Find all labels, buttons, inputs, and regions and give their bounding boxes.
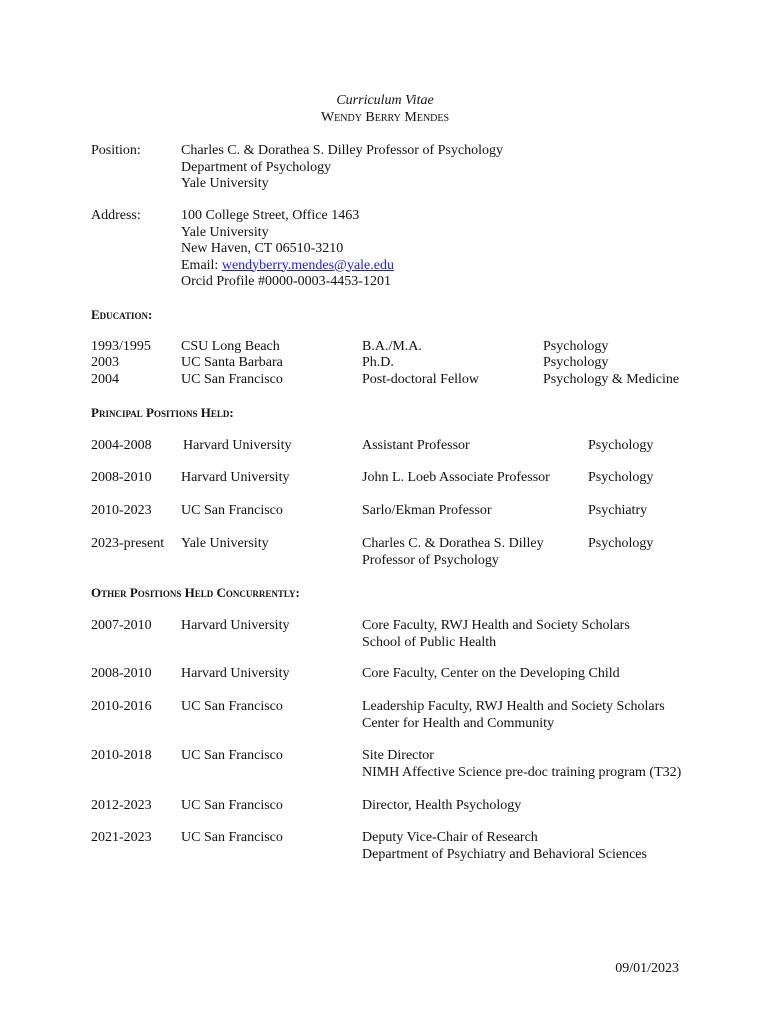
principal-institution: Yale University [181, 536, 269, 551]
other-role-block [362, 748, 681, 781]
other-role-block [362, 699, 665, 732]
address-block [181, 208, 394, 291]
principal-dept: Psychiatry [588, 503, 648, 518]
education-school: UC Santa Barbara [181, 355, 283, 370]
principal-years: 2023-present [91, 536, 165, 551]
other-role-cont: Center for Health and Community [362, 715, 555, 731]
other-role-cont: School of Public Health [362, 634, 497, 650]
principal-positions-heading: Principal Positions Held: [91, 405, 234, 420]
address-line: Yale University [181, 224, 269, 240]
email-prefix: Email: [181, 257, 222, 273]
principal-dept: Psychology [588, 470, 654, 485]
footer-date: 09/01/2023 [615, 961, 679, 976]
principal-dept: Psychology [588, 536, 654, 551]
principal-years: 2010-2023 [91, 503, 152, 518]
education-year: 2004 [91, 372, 119, 387]
other-institution: Harvard University [181, 618, 290, 633]
orcid-line: Orcid Profile #0000-0003-4453-1201 [181, 274, 391, 289]
other-positions-heading: Other Positions Held Concurrently: [91, 585, 300, 600]
principal-institution: UC San Francisco [181, 503, 283, 518]
principal-dept: Psychology [588, 438, 654, 453]
email-line [181, 258, 394, 275]
education-year: 2003 [91, 355, 119, 370]
position-label: Position: [91, 143, 141, 158]
other-institution: Harvard University [181, 666, 290, 681]
principal-title-cont: Professor of Psychology [362, 552, 499, 568]
principal-institution: Harvard University [181, 470, 290, 485]
other-role-block [362, 618, 630, 651]
education-year: 1993/1995 [91, 339, 151, 354]
cv-title: Curriculum Vitae [336, 93, 434, 108]
other-years: 2012-2023 [91, 798, 152, 813]
address-label: Address: [91, 208, 141, 223]
position-line: Department of Psychology [181, 159, 332, 175]
principal-institution: Harvard University [183, 438, 292, 453]
education-school: CSU Long Beach [181, 339, 280, 354]
other-role-cont: Department of Psychiatry and Behavioral Sciences [362, 846, 647, 862]
education-degree: B.A./M.A. [362, 339, 422, 354]
principal-years: 2008-2010 [91, 470, 152, 485]
other-role: Director, Health Psychology [362, 798, 522, 813]
other-years: 2010-2018 [91, 748, 152, 763]
education-heading: Education: [91, 307, 153, 322]
principal-years: 2004-2008 [91, 438, 152, 453]
other-role: Site Director [362, 748, 434, 763]
other-institution: UC San Francisco [181, 798, 283, 813]
other-role-block [362, 830, 647, 863]
education-degree: Ph.D. [362, 355, 394, 370]
other-institution: UC San Francisco [181, 699, 283, 714]
other-institution: UC San Francisco [181, 748, 283, 763]
other-institution: UC San Francisco [181, 830, 283, 845]
education-field: Psychology [543, 339, 609, 354]
principal-title: John L. Loeb Associate Professor [362, 470, 550, 485]
email-link[interactable]: wendyberry.mendes@yale.edu [221, 257, 394, 273]
principal-title: Sarlo/Ekman Professor [362, 503, 492, 518]
education-field: Psychology & Medicine [543, 372, 680, 387]
position-line: Yale University [181, 176, 269, 191]
address-line: 100 College Street, Office 1463 [181, 208, 360, 223]
other-years: 2007-2010 [91, 618, 152, 633]
cv-name: Wendy Berry Mendes [320, 110, 450, 125]
other-role: Core Faculty, RWJ Health and Society Scholars [362, 618, 630, 633]
other-role-cont: NIMH Affective Science pre-doc training program (T32) [362, 764, 682, 780]
other-years: 2008-2010 [91, 666, 152, 681]
education-field: Psychology [543, 355, 609, 370]
other-years: 2010-2016 [91, 699, 152, 714]
education-school: UC San Francisco [181, 372, 283, 387]
other-years: 2021-2023 [91, 830, 152, 845]
other-role: Deputy Vice-Chair of Research [362, 830, 538, 845]
principal-title: Charles C. & Dorathea S. Dilley [362, 536, 544, 551]
position-line: Charles C. & Dorathea S. Dilley Professor of Psychology [181, 143, 503, 158]
other-role: Leadership Faculty, RWJ Health and Society Scholars [362, 699, 665, 714]
other-role: Core Faculty, Center on the Developing Child [362, 666, 620, 681]
principal-title-block [362, 536, 544, 569]
position-block [181, 143, 503, 193]
address-line: New Haven, CT 06510-3210 [181, 241, 344, 256]
principal-title: Assistant Professor [362, 438, 470, 453]
education-degree: Post-doctoral Fellow [362, 372, 480, 387]
